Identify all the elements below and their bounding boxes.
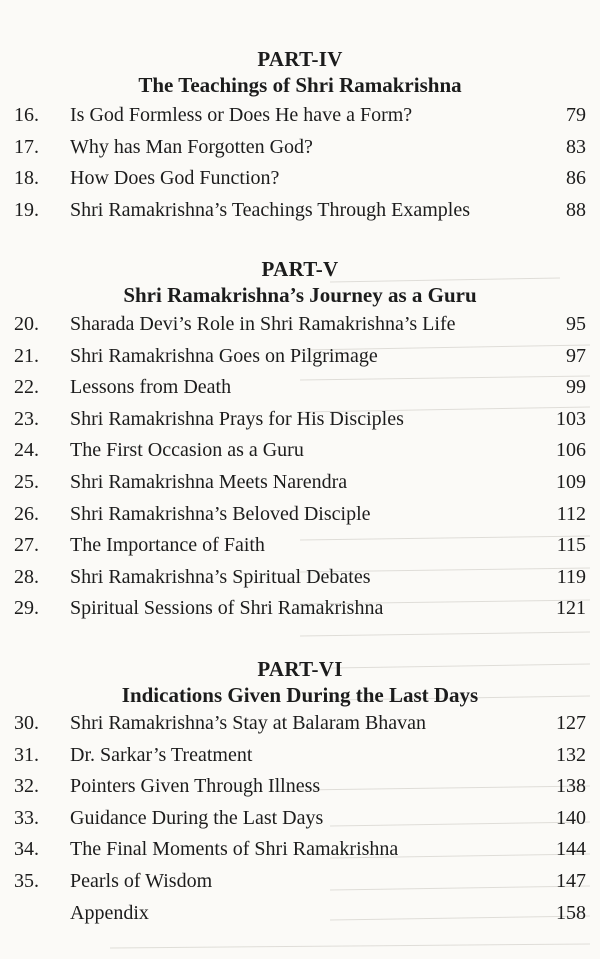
entry-page: 99 [566, 376, 586, 399]
toc-entry[interactable] [0, 100, 600, 132]
entry-number: 31. [14, 743, 39, 766]
entry-number: 20. [14, 313, 39, 335]
part-iv-section [0, 46, 600, 226]
entry-number: 30. [14, 712, 39, 734]
entry-page: 106 [556, 439, 586, 462]
entry-title: Spiritual Sessions of Shri Ramakrishna [70, 597, 384, 620]
entry-title: Appendix [70, 901, 149, 924]
entry-number: 32. [14, 775, 39, 798]
entry-title: Shri Ramakrishna’s Teachings Through Examples [70, 198, 471, 221]
toc-entry[interactable] [0, 372, 600, 404]
toc-entry[interactable] [0, 834, 600, 866]
entry-number: 24. [14, 439, 39, 462]
toc-entry[interactable] [0, 866, 600, 898]
entry-page: 140 [556, 806, 586, 829]
part-title: The Teachings of Shri Ramakrishna [138, 73, 462, 97]
entry-number: 29. [14, 597, 39, 620]
entry-number: 34. [14, 838, 39, 861]
entry-title: The Final Moments of Shri Ramakrishna [70, 838, 399, 861]
entry-page: 88 [566, 198, 586, 221]
entry-page: 158 [556, 901, 586, 924]
toc-entry[interactable] [0, 771, 600, 803]
entry-number: 22. [14, 376, 39, 399]
entry-page: 86 [566, 167, 586, 190]
entry-page: 95 [566, 313, 586, 335]
entry-number: 27. [14, 534, 39, 557]
toc-entry[interactable] [0, 467, 600, 499]
toc-entry[interactable] [0, 740, 600, 772]
entry-title: Why has Man Forgotten God? [70, 135, 313, 158]
entry-page: 109 [556, 470, 586, 493]
entry-number: 35. [14, 869, 39, 892]
entry-number: 26. [14, 502, 39, 525]
entry-title: Shri Ramakrishna Goes on Pilgrimage [70, 344, 378, 367]
entry-number: 33. [14, 806, 39, 829]
part-title: Indications Given During the Last Days [121, 683, 479, 707]
entry-page: 103 [556, 407, 586, 430]
entry-title: Is God Formless or Does He have a Form? [70, 104, 413, 126]
entry-page: 147 [556, 869, 586, 892]
entry-title: Dr. Sarkar’s Treatment [70, 743, 253, 766]
entry-page: 138 [556, 775, 586, 798]
entry-title: Lessons from Death [70, 376, 232, 399]
entry-title: Guidance During the Last Days [70, 806, 324, 829]
toc-entry[interactable] [0, 309, 600, 341]
toc-entry[interactable] [0, 195, 600, 227]
entry-page: 115 [556, 534, 586, 557]
entry-page: 79 [566, 104, 586, 126]
toc-entry[interactable] [0, 435, 600, 467]
entry-title: Pearls of Wisdom [70, 869, 213, 892]
toc-entry[interactable] [0, 530, 600, 562]
toc-entry[interactable] [0, 499, 600, 531]
toc-entry[interactable] [0, 803, 600, 835]
entry-title: The First Occasion as a Guru [70, 439, 304, 462]
part-vi-section [0, 656, 600, 929]
entry-title: Shri Ramakrishna’s Stay at Balaram Bhavan [70, 712, 427, 734]
toc-entry[interactable] [0, 708, 600, 740]
entry-page: 112 [556, 502, 586, 525]
entry-page: 144 [556, 838, 586, 861]
toc-entry[interactable] [0, 404, 600, 436]
entry-title: Shri Ramakrishna Prays for His Disciples [70, 407, 404, 430]
toc-entry[interactable] [0, 898, 600, 930]
toc-entry[interactable] [0, 562, 600, 594]
toc-entry[interactable] [0, 341, 600, 373]
part-v-section [0, 256, 600, 625]
entry-title: Pointers Given Through Illness [70, 775, 321, 798]
toc-entry[interactable] [0, 163, 600, 195]
entry-page: 83 [566, 135, 586, 158]
entry-title: Shri Ramakrishna’s Spiritual Debates [70, 565, 371, 588]
entry-number: 16. [14, 104, 39, 126]
part-label: PART-V [261, 257, 339, 281]
entry-number: 28. [14, 565, 39, 588]
part-label: PART-VI [257, 657, 343, 681]
entry-page: 121 [556, 597, 586, 620]
entry-number: 18. [14, 167, 39, 190]
toc-entry[interactable] [0, 593, 600, 625]
entry-page: 132 [556, 743, 586, 766]
entry-title: Shri Ramakrishna Meets Narendra [70, 470, 348, 493]
entry-page: 127 [556, 712, 586, 734]
entry-number: 21. [14, 344, 39, 367]
entry-title: Shri Ramakrishna’s Beloved Disciple [70, 502, 371, 525]
part-label: PART-IV [257, 47, 343, 71]
entry-title: The Importance of Faith [70, 534, 265, 557]
entry-page: 119 [556, 565, 586, 588]
entry-number: 23. [14, 407, 39, 430]
toc-entry[interactable] [0, 132, 600, 164]
entry-number: 25. [14, 470, 39, 493]
entry-page: 97 [566, 344, 586, 367]
entry-title: How Does God Function? [70, 167, 280, 190]
entry-title: Sharada Devi’s Role in Shri Ramakrishna’s Life [70, 313, 456, 335]
entry-number: 19. [14, 198, 39, 221]
part-title: Shri Ramakrishna’s Journey as a Guru [123, 283, 477, 307]
entry-number: 17. [14, 135, 39, 158]
